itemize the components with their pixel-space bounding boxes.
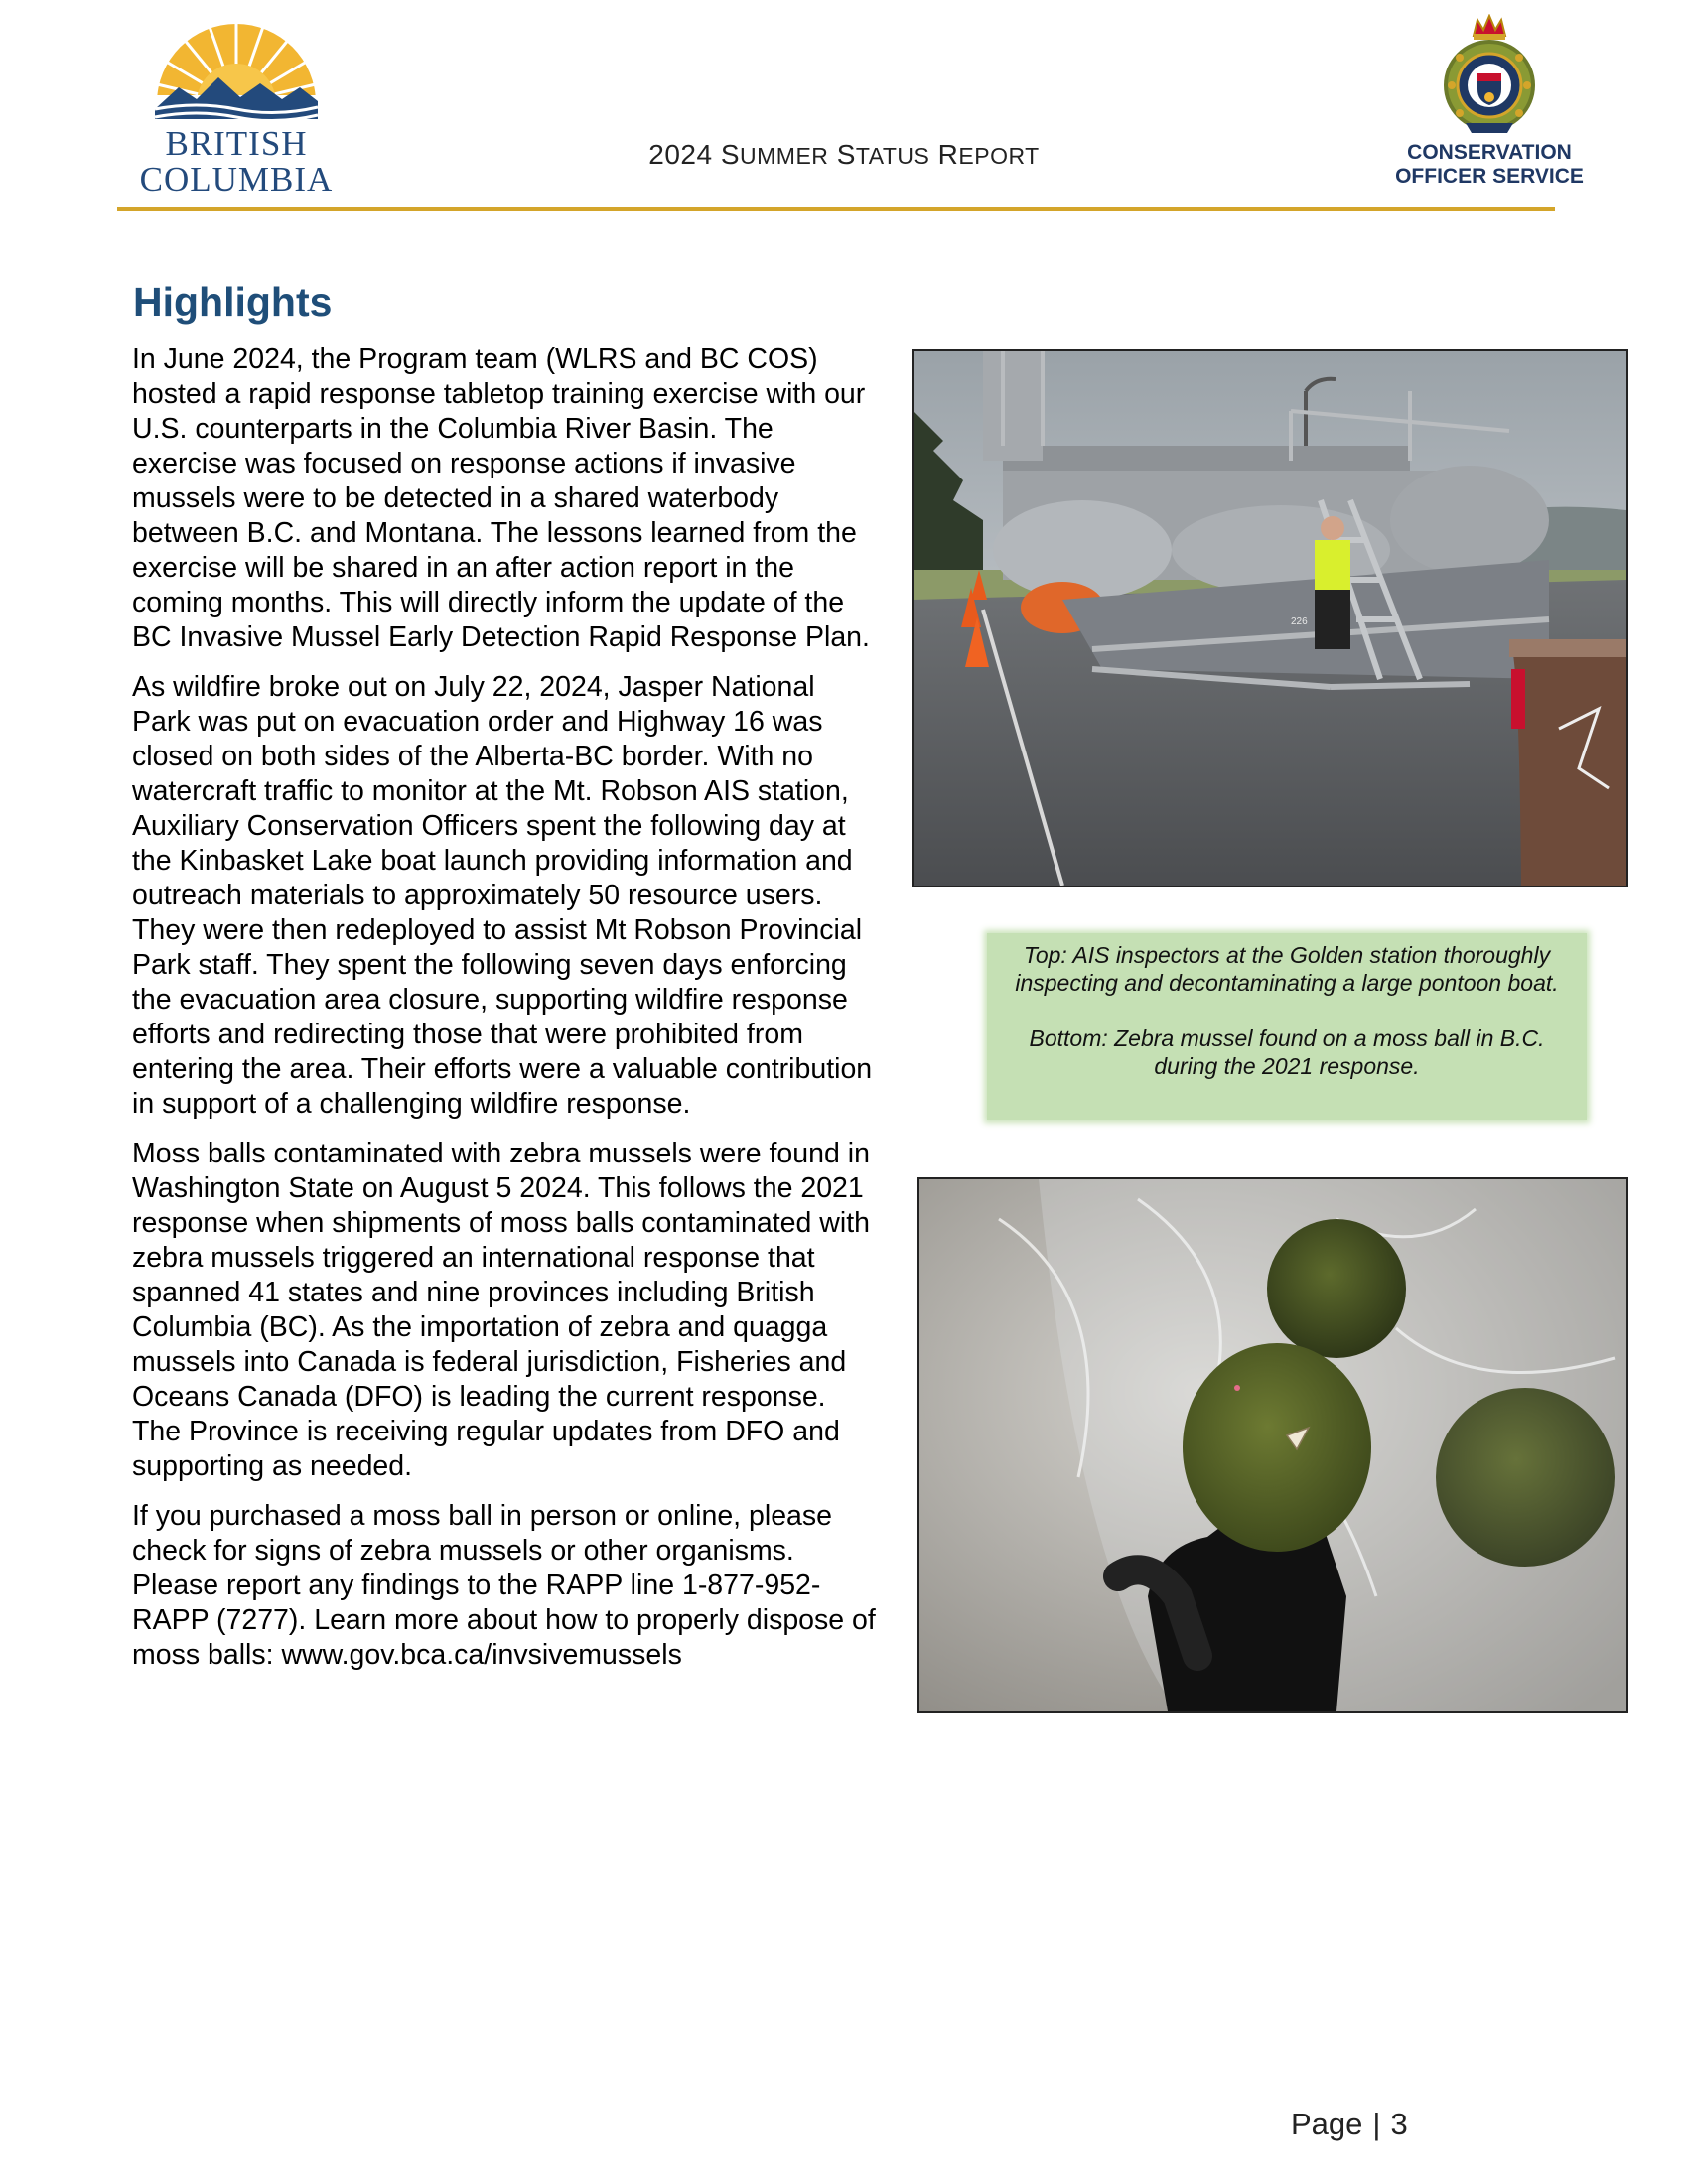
main-text-column (132, 342, 881, 1688)
moss-ball-photo-illustration (919, 1179, 1626, 1711)
paragraph-wildfire-response: As wildfire broke out on July 22, 2024, Jasper National Park was put on evacuation order and Highway 16 was closed on both sides of the Alberta-BC border. With no watercraft traffic to monitor at the Mt. Robson AIS station, Auxiliary Conservation Officers spent the following day at the Kinbasket Lake boat launch providing information and outreach materials to approximately 50 resource users. They were then redeployed to assist Mt Robson Provincial Park staff. They spent the following seven days enforcing the evacuation area closure, supporting wildfire response efforts and redirecting those that were prohibited from entering the area. Their efforts were a valuable contribution in support of a challenging wildfire response. (132, 671, 873, 1120)
photo-zebra-mussel-moss-ball (917, 1177, 1628, 1713)
bc-sun-mountains-icon (149, 18, 324, 127)
report-word1-rest: UMMER (740, 143, 829, 169)
caption-bottom: Bottom: Zebra mussel found on a moss ball in B.C. during the 2021 response. (1029, 1025, 1545, 1079)
pontoon-boat-photo-illustration (914, 351, 1626, 886)
bc-logo-text-line2: COLUMBIA (139, 160, 334, 199)
bc-logo-text-line1: BRITISH (165, 124, 308, 163)
caption-top: Top: AIS inspectors at the Golden station thoroughly inspecting and decontaminating a large pontoon boat. (1015, 942, 1559, 996)
section-heading: Highlights (133, 279, 333, 325)
page-number-value: 3 (1390, 2107, 1408, 2141)
page-number (1291, 2107, 1408, 2142)
photo-caption (987, 933, 1587, 1120)
report-word2-rest: TATUS (855, 143, 930, 169)
conservation-officer-service-logo (1390, 14, 1589, 193)
trailer-number: 226 (1291, 616, 1308, 627)
header-divider (117, 207, 1555, 211)
report-title (556, 139, 1132, 171)
report-word3-rest: EPORT (958, 143, 1040, 169)
page-label: Page (1291, 2107, 1363, 2141)
cos-badge-icon (1436, 14, 1543, 135)
report-year: 2024 (648, 139, 713, 170)
cos-logo-text-line2: OFFICER SERVICE (1395, 165, 1584, 188)
report-word2-initial: S (836, 139, 856, 170)
cos-logo-text-line1: CONSERVATION (1407, 141, 1572, 164)
report-word3-initial: R (937, 139, 959, 170)
paragraph-report-findings: If you purchased a moss ball in person or online, please check for signs of zebra mussels or other organisms. Please report any findings to the RAPP line 1-877-952-RAPP (7277). Learn more about how to properly dispose of moss balls: www.gov.bca.ca/invsivemussels (132, 1500, 876, 1671)
paragraph-tabletop-exercise: In June 2024, the Program team (WLRS and BC COS) hosted a rapid response tabletop training exercise with our U.S. counterparts in the Columbia River Basin. The exercise was focused on response actions if invasive mussels were to be detected in a shared waterbody between B.C. and Montana. The lessons learned from the exercise will be shared in an after action report in the coming months. This will directly inform the update of the BC Invasive Mussel Early Detection Rapid Response Plan. (132, 343, 870, 653)
photo-pontoon-boat-inspection (912, 349, 1628, 887)
report-word1-initial: S (720, 139, 741, 170)
page-separator: | (1372, 2107, 1381, 2141)
bc-government-logo (127, 18, 346, 197)
paragraph-moss-balls: Moss balls contaminated with zebra mussels were found in Washington State on August 5 2024. This follows the 2021 response when shipments of moss balls contaminated with zebra mussels triggered an international response that spanned 41 states and nine provinces including British Columbia (BC). As the importation of zebra and quagga mussels into Canada is federal jurisdiction, Fisheries and Oceans Canada (DFO) is leading the current response. The Province is receiving regular updates from DFO and supporting as needed. (132, 1138, 870, 1482)
